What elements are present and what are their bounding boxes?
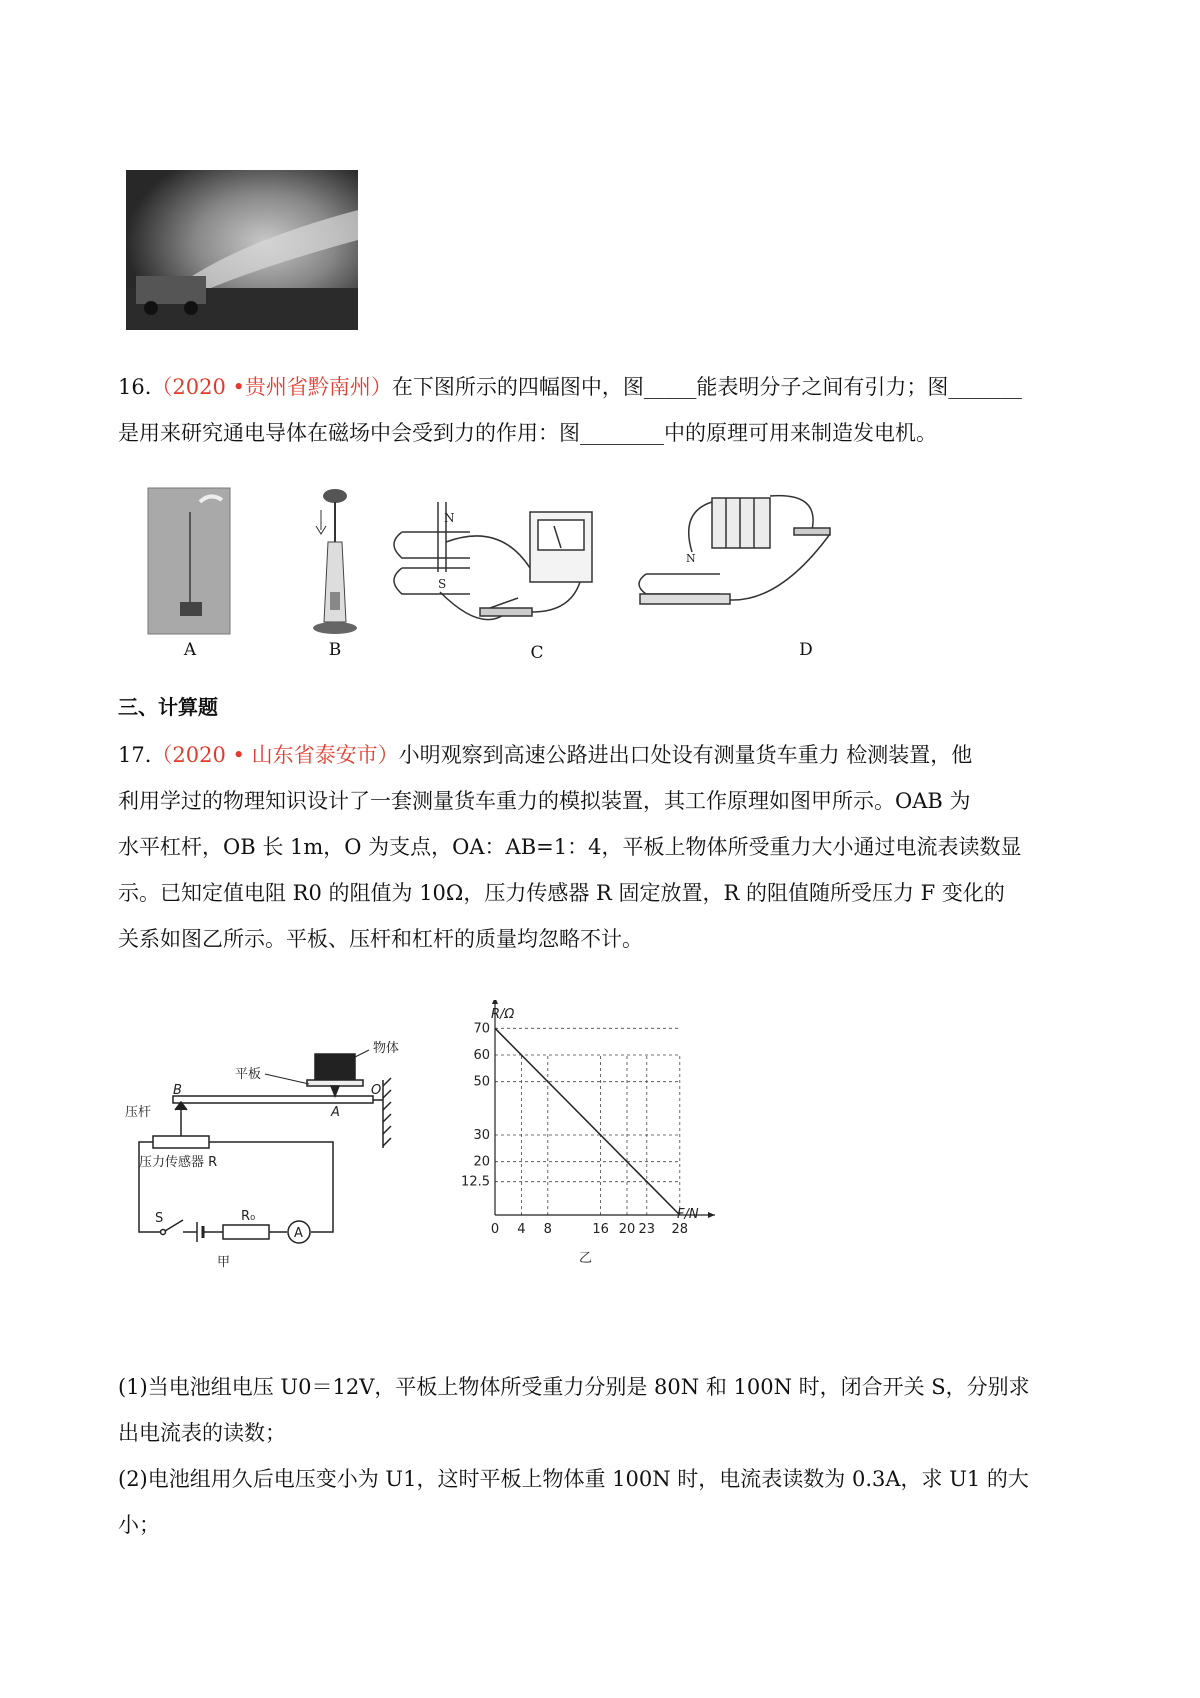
label-r0: R₀ xyxy=(241,1209,256,1224)
q17-line1 xyxy=(118,740,972,770)
y-tick-label-4: 20 xyxy=(473,1154,490,1170)
q17-text-1: 小明观察到高速公路进出口处设有测量货车重力 检测装置，他 xyxy=(398,743,973,767)
q16-line2: 是用来研究通电导体在磁场中会受到力的作用：图________中的原理可用来制造发电机。 xyxy=(118,421,937,445)
x-tick-label-0: 0 xyxy=(490,1222,500,1237)
q16-number: 16. xyxy=(118,375,152,399)
chart-ylabel: R/Ω xyxy=(491,1007,515,1022)
y-tick-label-2: 50 xyxy=(473,1074,490,1090)
spray-photo xyxy=(126,170,358,330)
q17-sub2-line2: 小； xyxy=(118,1513,160,1537)
y-tick-label-0: 70 xyxy=(473,1021,490,1037)
q16-source: （2020 •贵州省黔南州） xyxy=(151,375,392,399)
figure-d-image xyxy=(639,496,830,604)
r-vs-f-line xyxy=(495,1028,680,1215)
chart-xlabel: F/N xyxy=(677,1207,699,1222)
q17-line5: 关系如图乙所示。平板、压杆和杠杆的质量均忽略不计。 xyxy=(118,927,643,951)
chart-caption: 乙 xyxy=(579,1251,593,1266)
chart-axes xyxy=(492,1000,715,1218)
figure-b-image xyxy=(313,489,357,634)
x-tick-label-2: 8 xyxy=(543,1222,552,1237)
y-axis-arrow xyxy=(492,1000,498,1004)
figure-a-image xyxy=(148,488,230,634)
figure-c-label: C xyxy=(530,643,544,663)
q17-sub1-line2: 出电流表的读数； xyxy=(118,1421,286,1445)
label-object: 物体 xyxy=(373,1041,400,1056)
x-axis-arrow xyxy=(708,1212,715,1218)
figure-d-label: D xyxy=(799,640,813,660)
x-tick-label-6: 28 xyxy=(671,1222,689,1237)
q17-source: （2020 • 山东省泰安市） xyxy=(151,743,399,767)
q17-line4: 示。已知定值电阻 R0 的阻值为 10Ω，压力传感器 R 固定放置，R 的阻值随所受压力 F 变化的 xyxy=(118,881,1005,905)
label-plate: 平板 xyxy=(235,1067,262,1082)
x-tick-label-5: 23 xyxy=(638,1222,656,1237)
y-tick-label-5: 12.5 xyxy=(461,1174,490,1190)
svg-text:S: S xyxy=(438,577,447,591)
section-title: 三、计算题 xyxy=(118,695,218,719)
y-tick-label-3: 30 xyxy=(473,1128,490,1143)
x-tick-label-3: 16 xyxy=(592,1222,609,1237)
figure-c-image xyxy=(394,502,592,620)
figure-b-label: B xyxy=(328,640,342,660)
x-tick-label-1: 4 xyxy=(517,1222,526,1237)
label-rod: 压杆 xyxy=(125,1105,152,1120)
q17-number: 17. xyxy=(118,743,152,767)
q17-sub2-line1: (2)电池组用久后电压变小为 U1，这时平板上物体重 100N 时，电流表读数为 0.3A，求 U1 的大 xyxy=(118,1467,1029,1491)
r-f-chart xyxy=(455,1000,755,1280)
label-a: A xyxy=(331,1105,340,1120)
figure-a-label: A xyxy=(183,640,197,660)
circuit-caption: 甲 xyxy=(217,1255,231,1270)
circuit-diagram xyxy=(125,1040,425,1270)
chart-series xyxy=(495,1028,680,1215)
q17-line3: 水平杠杆，OB 长 1m，O 为支点，OA：AB=1：4，平板上物体所受重力大小通过电流表读数显 xyxy=(118,835,1022,859)
label-sensor: 压力传感器 R xyxy=(139,1155,218,1170)
label-s: S xyxy=(155,1211,164,1226)
label-o: O xyxy=(371,1083,382,1098)
q16-line1 xyxy=(118,372,1022,402)
y-tick-label-1: 60 xyxy=(473,1048,490,1063)
svg-text:N: N xyxy=(444,511,455,525)
label-b: B xyxy=(173,1083,182,1098)
label-ammeter: A xyxy=(294,1226,303,1241)
q16-text-1: 在下图所示的四幅图中，图_____能表明分子之间有引力；图_______ xyxy=(391,375,1022,399)
x-tick-label-4: 20 xyxy=(618,1222,636,1237)
svg-text:N: N xyxy=(686,552,696,565)
q17-sub1-line1: (1)当电池组电压 U0＝12V，平板上物体所受重力分别是 80N 和 100N 时，闭合开关 S，分别求 xyxy=(118,1375,1030,1399)
q17-line2: 利用学过的物理知识设计了一套测量货车重力的模拟装置，其工作原理如图甲所示。OAB 为 xyxy=(118,789,971,813)
